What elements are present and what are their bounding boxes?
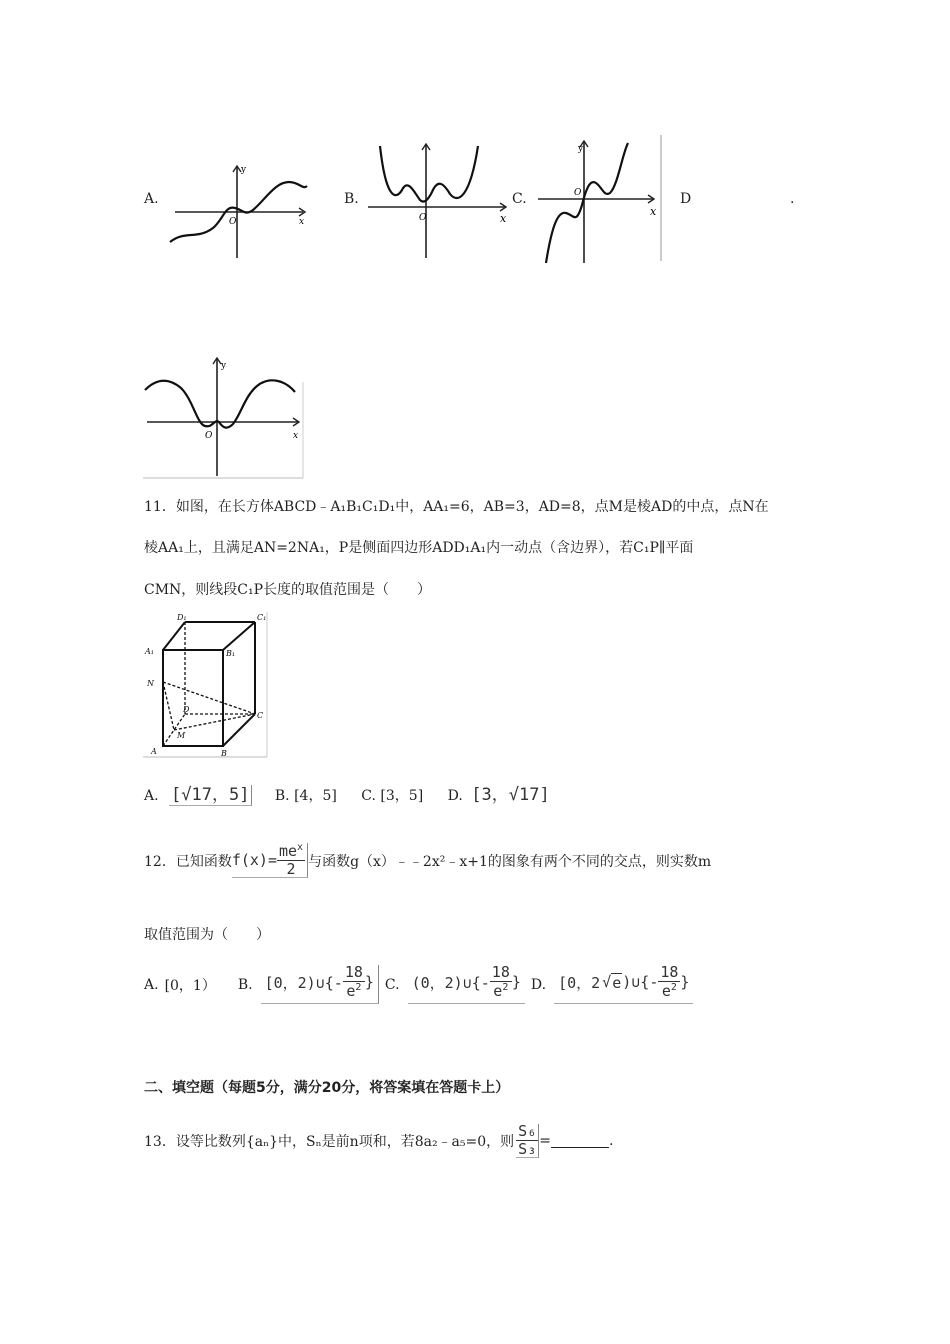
q12-d-den-sup: 2	[670, 981, 677, 993]
label-N: N	[147, 679, 154, 688]
q12-b-den: e	[346, 981, 356, 1000]
q12-c-close: }	[511, 973, 521, 992]
q12-option-a-value: [0，1）	[164, 977, 216, 994]
q13-eq: =	[539, 1133, 551, 1150]
q12-option-a-label: A.	[144, 976, 159, 993]
q11-option-b-value: [4，5]	[294, 788, 337, 804]
q11-option-d-value: [3，√17]	[471, 785, 550, 805]
axis-y-label: y	[221, 361, 227, 371]
graph-option-d	[143, 352, 305, 480]
q12-frac-sup: x	[297, 842, 304, 853]
q12-option-b-label: B.	[237, 976, 253, 993]
q11-option-c-label: C.	[361, 788, 376, 804]
q11-options	[144, 780, 550, 805]
label-C1: C₁	[257, 613, 267, 622]
graph-option-a	[165, 160, 310, 260]
option-d-label: D	[680, 191, 692, 207]
q13-den: S₃	[518, 1139, 537, 1158]
q12-option-c-value	[408, 965, 525, 1004]
q12-c-den-sup: 2	[502, 981, 509, 993]
q11-option-a-label: A.	[144, 788, 159, 804]
q12-fx: f(x)=	[231, 851, 277, 870]
q13-fraction	[516, 1124, 539, 1158]
label-A: A	[151, 747, 157, 756]
axis-x-label: x	[650, 205, 657, 218]
q12-d-set-left: [0，2	[558, 973, 601, 992]
q13-text: 13．设等比数列{aₙ}中，Sₙ是前n项和，若8a₂﹣a₅=0，则	[144, 1134, 515, 1151]
label-B: B	[221, 749, 227, 758]
trailing-dot: .	[790, 191, 795, 207]
q11-line2: 棱AA₁上，且满足AN=2NA₁，P是侧面四边形ADD₁A₁内一动点（含边界），若C₁P∥平面	[144, 540, 694, 556]
axis-x-label: x	[299, 217, 305, 227]
origin-label: O	[419, 213, 427, 223]
option-a-label: A.	[144, 191, 159, 207]
label-D1: D₁	[177, 613, 187, 622]
q11-option-c-value: [3，5]	[380, 788, 424, 804]
graph-option-c	[530, 135, 665, 265]
q12-b-set-left: [0，2)∪{-	[264, 973, 343, 992]
q11-option-a-value: [√17，5]	[169, 785, 252, 806]
label-B1: B₁	[226, 649, 236, 658]
q12-b-num: 18	[344, 963, 363, 981]
q12-d-set-mid: )∪{-	[622, 973, 659, 992]
label-C: C	[257, 711, 264, 720]
option-b-label: B.	[344, 191, 359, 207]
q12-d-close: }	[680, 973, 690, 992]
q13-answer-blank[interactable]	[551, 1134, 609, 1148]
option-c-label: C.	[512, 191, 527, 207]
q11-line3: CMN，则线段C₁P长度的取值范围是（ ）	[144, 582, 432, 598]
label-M: M	[177, 731, 186, 740]
q12-b-den-sup: 2	[355, 981, 362, 993]
q12-line1	[144, 843, 711, 878]
origin-label: O	[205, 431, 213, 441]
axis-x-label: x	[500, 212, 507, 225]
q12-b-close: }	[364, 973, 374, 992]
q12-d-den: e	[661, 981, 671, 1000]
q12-c-num: 18	[491, 963, 510, 981]
axis-y-label: y	[241, 165, 247, 175]
q12-d-sqrt-e: e	[612, 973, 622, 992]
q11-line1: 11．如图，在长方体ABCD﹣A₁B₁C₁D₁中，AA₁=6，AB=3，AD=8，点M是棱AD的中点，点N在	[144, 499, 769, 515]
label-D: D	[183, 705, 190, 714]
q12-d-num: 18	[660, 963, 679, 981]
q12-frac-num: me	[278, 842, 298, 860]
origin-label: O	[574, 188, 582, 198]
q12-c-set-left: (0，2)∪{-	[411, 973, 490, 992]
q12-options	[144, 965, 693, 1004]
label-A1: A₁	[145, 647, 154, 656]
q12-suffix: 与函数g（x）﹣﹣2x²﹣x+1的图象有两个不同的交点，则实数m	[308, 853, 712, 870]
graph-option-b	[366, 140, 511, 260]
q12-function-formula	[232, 843, 308, 878]
q12-line2: 取值范围为（ ）	[144, 927, 270, 943]
q11-option-b-label: B.	[274, 788, 290, 804]
q12-option-d-label: D.	[530, 976, 547, 993]
q12-prefix: 12．已知函数	[144, 853, 232, 870]
q12-frac-den: 2	[286, 859, 296, 878]
q12-option-b-value	[261, 965, 379, 1004]
axis-x-label: x	[293, 431, 299, 441]
q13-line	[144, 1124, 613, 1158]
q13-end: .	[608, 1133, 614, 1150]
q13-num: S₆	[518, 1122, 537, 1140]
axis-y-label: y	[578, 144, 584, 154]
section-heading: 二、填空题（每题5分，满分20分，将答案填在答题卡上）	[144, 1080, 510, 1096]
q12-option-d-value: [0，2 √ e )∪{- $\frac{18}{e^2}$ }	[554, 965, 693, 1004]
q12-c-den: e	[493, 981, 503, 1000]
cuboid-figure	[143, 612, 273, 758]
q11-option-d-label: D.	[447, 788, 463, 804]
q12-option-c-label: C.	[384, 976, 400, 993]
origin-label: O	[229, 217, 237, 227]
